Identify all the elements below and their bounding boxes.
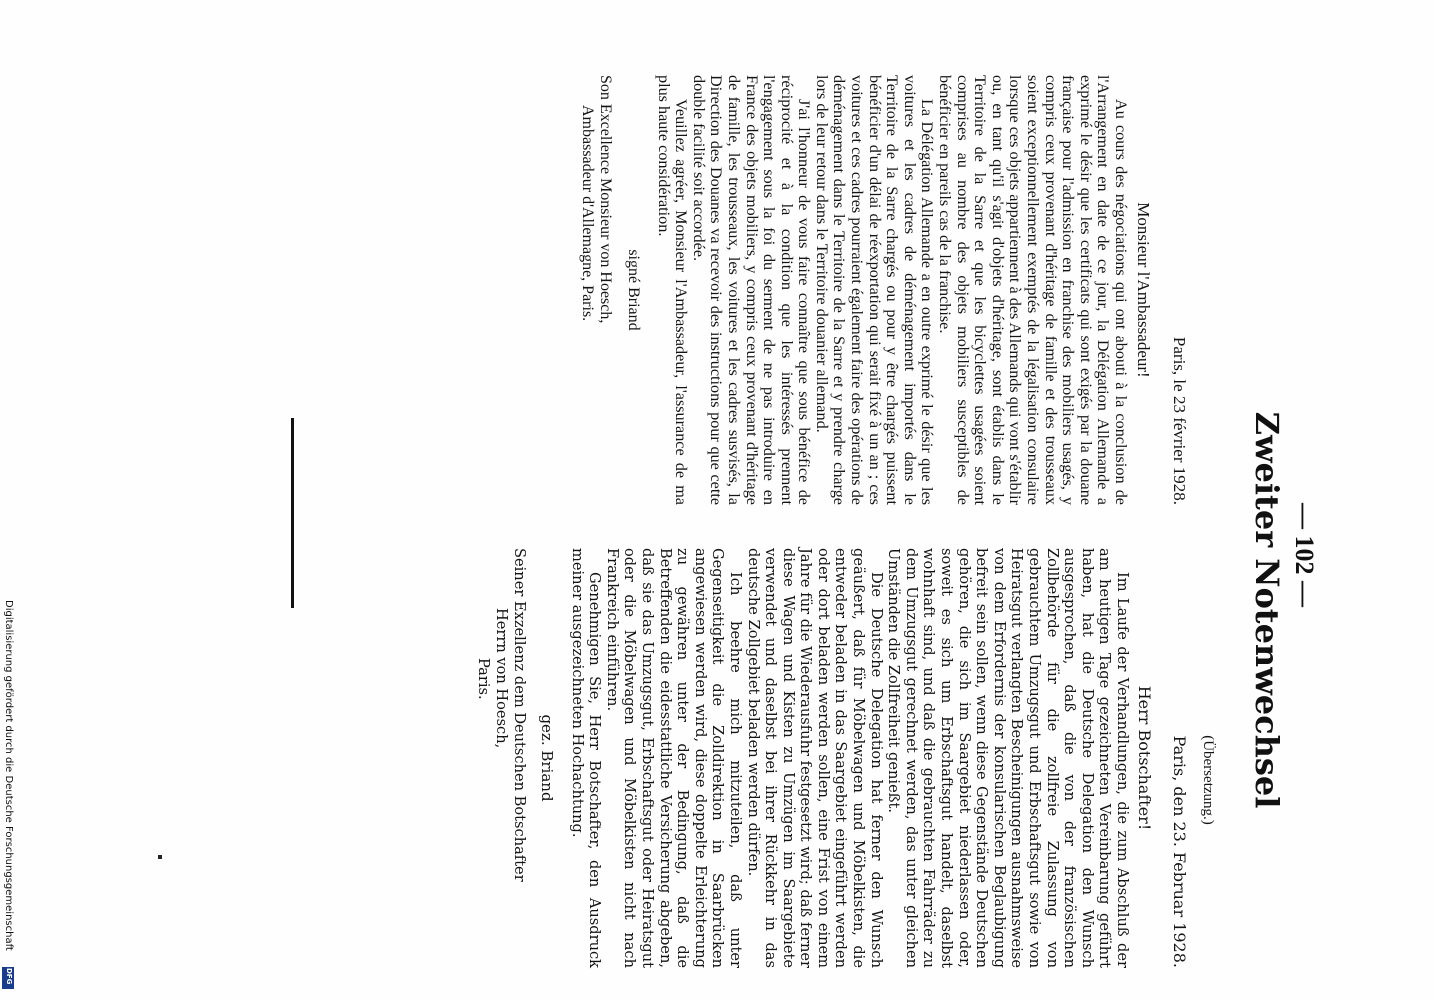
french-letter-body (578, 75, 1189, 505)
funding-note: Digitalisierung gefördert durch die Deutsche Forschungsgemeinschaft (3, 600, 14, 951)
german-address-2: Herrn von Hoesch, (493, 608, 510, 749)
german-paragraph-4: Genehmigen Sie, Herr Botschafter, den Ausdruck meiner ausgezeichneten Hochachtung. (568, 548, 604, 968)
ink-speck (158, 855, 162, 859)
french-paragraph-2: La Délégation Allemande a en outre exprimé le désir que les voitures et les cadres de déménagement importés dans le Territoire de la Sarre chargés ou pour y être chargés puissent bénéficier d'un délai de réexportation qui serait fixé à un an ; ces voitures et ces cadres pourraient également faire des opérations de déménagement dans le Territoire de la Sarre et y prendre charge lors de leur retour dans le Territoire douanier allemand. (812, 75, 937, 505)
french-date: Paris, le 23 février 1928. (1170, 336, 1189, 505)
french-paragraph-1: Au cours des négociations qui ont abouti à la conclusion de l'Arrangement en date de ce jour, la Délégation Allemande a exprimé le désir que les certificats qui sont exigés par la douane française pour l'admission en franchise des mobiliers usagés, y compris ceux provenant d'héritage de famille et des trousseaux soient exceptionnellement exemptés de la légalisation consulaire lorsque ces objets appartiennent à des Allemands qui vont s'établir ou, en tant qu'il s'agit d'objets d'héritage, sont établis dans le Territoire de la Sarre et que les bicyclettes usagées soient comprises au nombre des objets mobiliers susceptibles de bénéficier en pareils cas de la franchise. (936, 75, 1130, 505)
french-signature: signé Briand (624, 249, 642, 331)
french-address-1: Son Excellence Monsieur von Hoesch, (596, 75, 614, 324)
title-label: Zweiter Notenwechsel (1248, 411, 1286, 809)
french-paragraph-4: Veuillez agréer, Monsieur l'Ambassadeur, l'assurance de ma plus haute considération. (654, 75, 691, 505)
german-address-3: Paris. (475, 658, 492, 700)
german-paragraph-2: Die Deutsche Delegation hat ferner den Wunsch geäußert, daß für Möbelwagen und Möbelkisten, die entweder beladen in das Saargebiet eingeführt werden oder dort beladen werden sollen, eine Frist von einem Jahre für die Wiederausfuhr festgesetzt wird; daß ferner diese Wagen und Kisten zu Umzügen im Saargebiete verwendet und daselbst bei ihrer Rückkehr in das deutsche Zollgebiet beladen werden dürfen. (744, 548, 885, 968)
french-paragraph-3: J'ai l'honneur de vous faire connaître que sous bénéfice de réciprocité et à la condition que les intéressés prennent l'engagement sous la foi du serment de ne pas introduire en France des objets mobiliers, y compris ceux provenant d'héritage de famille, les trousseaux, les voitures et les cadres susvisés, la Direction des Douanes va recevoir des instructions pour que cette double facilité soit accordée. (689, 75, 814, 505)
page-number-label: — 102 — (1290, 503, 1319, 607)
closing-rule (291, 418, 294, 608)
french-salutation: Monsieur l'Ambassadeur! (1134, 202, 1153, 378)
german-paragraph-3: Ich beehre mich mitzuteilen, daß unter Gegenseitigkeit die Zolldirektion in Saarbrücken angewiesen werden wird, diese doppelte Erleichterung zu gewähren unter der Bedingung, daß die Betreffenden die eidesstattliche Versicherung abgeben, daß sie das Umzugsgut, Erbschaftsgut oder Heiratsgut oder die Möbelwagen und Möbelkisten nicht nach Frankreich einführen. (603, 548, 744, 968)
dfg-logo: DFG (2, 967, 14, 989)
german-paragraph-1: Im Laufe der Verhandlungen, die zum Abschluß der am heutigen Tage gezeichneten Vereinbarung geführt haben, hat die Deutsche Delegation den Wunsch ausgesprochen, daß die von der französischen Zollbehörde für die zollfreie Zulassung von gebrauchtem Umzugsgut und Erbschaftsgut sowie von Heiratsgut verlangten Bescheinigungen ausnahmsweise von dem Erfordernis der konsularischen Beglaubigung befreit sein sollen, wenn diese Gegenstände Deutschen gehören, die sich im Saargebiet niederlassen oder, soweit es sich um Erbschaftsgut handelt, daselbst wohnhaft sind, und daß die gebrauchten Fahrräder zu dem Umzugsgut gerechnet werden, das unter gleichen Umständen die Zollfreiheit genießt. (885, 548, 1131, 968)
uebersetzung-label: (Übersetzung.) (1200, 735, 1216, 825)
german-date: Paris, den 23. Februar 1928. (1170, 735, 1189, 968)
german-letter-body (474, 548, 1189, 968)
german-address-1: Seiner Exzellenz dem Deutschen Botschafter (511, 548, 528, 882)
german-salutation: Herr Botschafter! (1135, 685, 1154, 831)
german-signature: gez. Briand (538, 714, 556, 802)
french-address-2: Ambassadeur d'Allemagne, Paris. (578, 105, 596, 322)
